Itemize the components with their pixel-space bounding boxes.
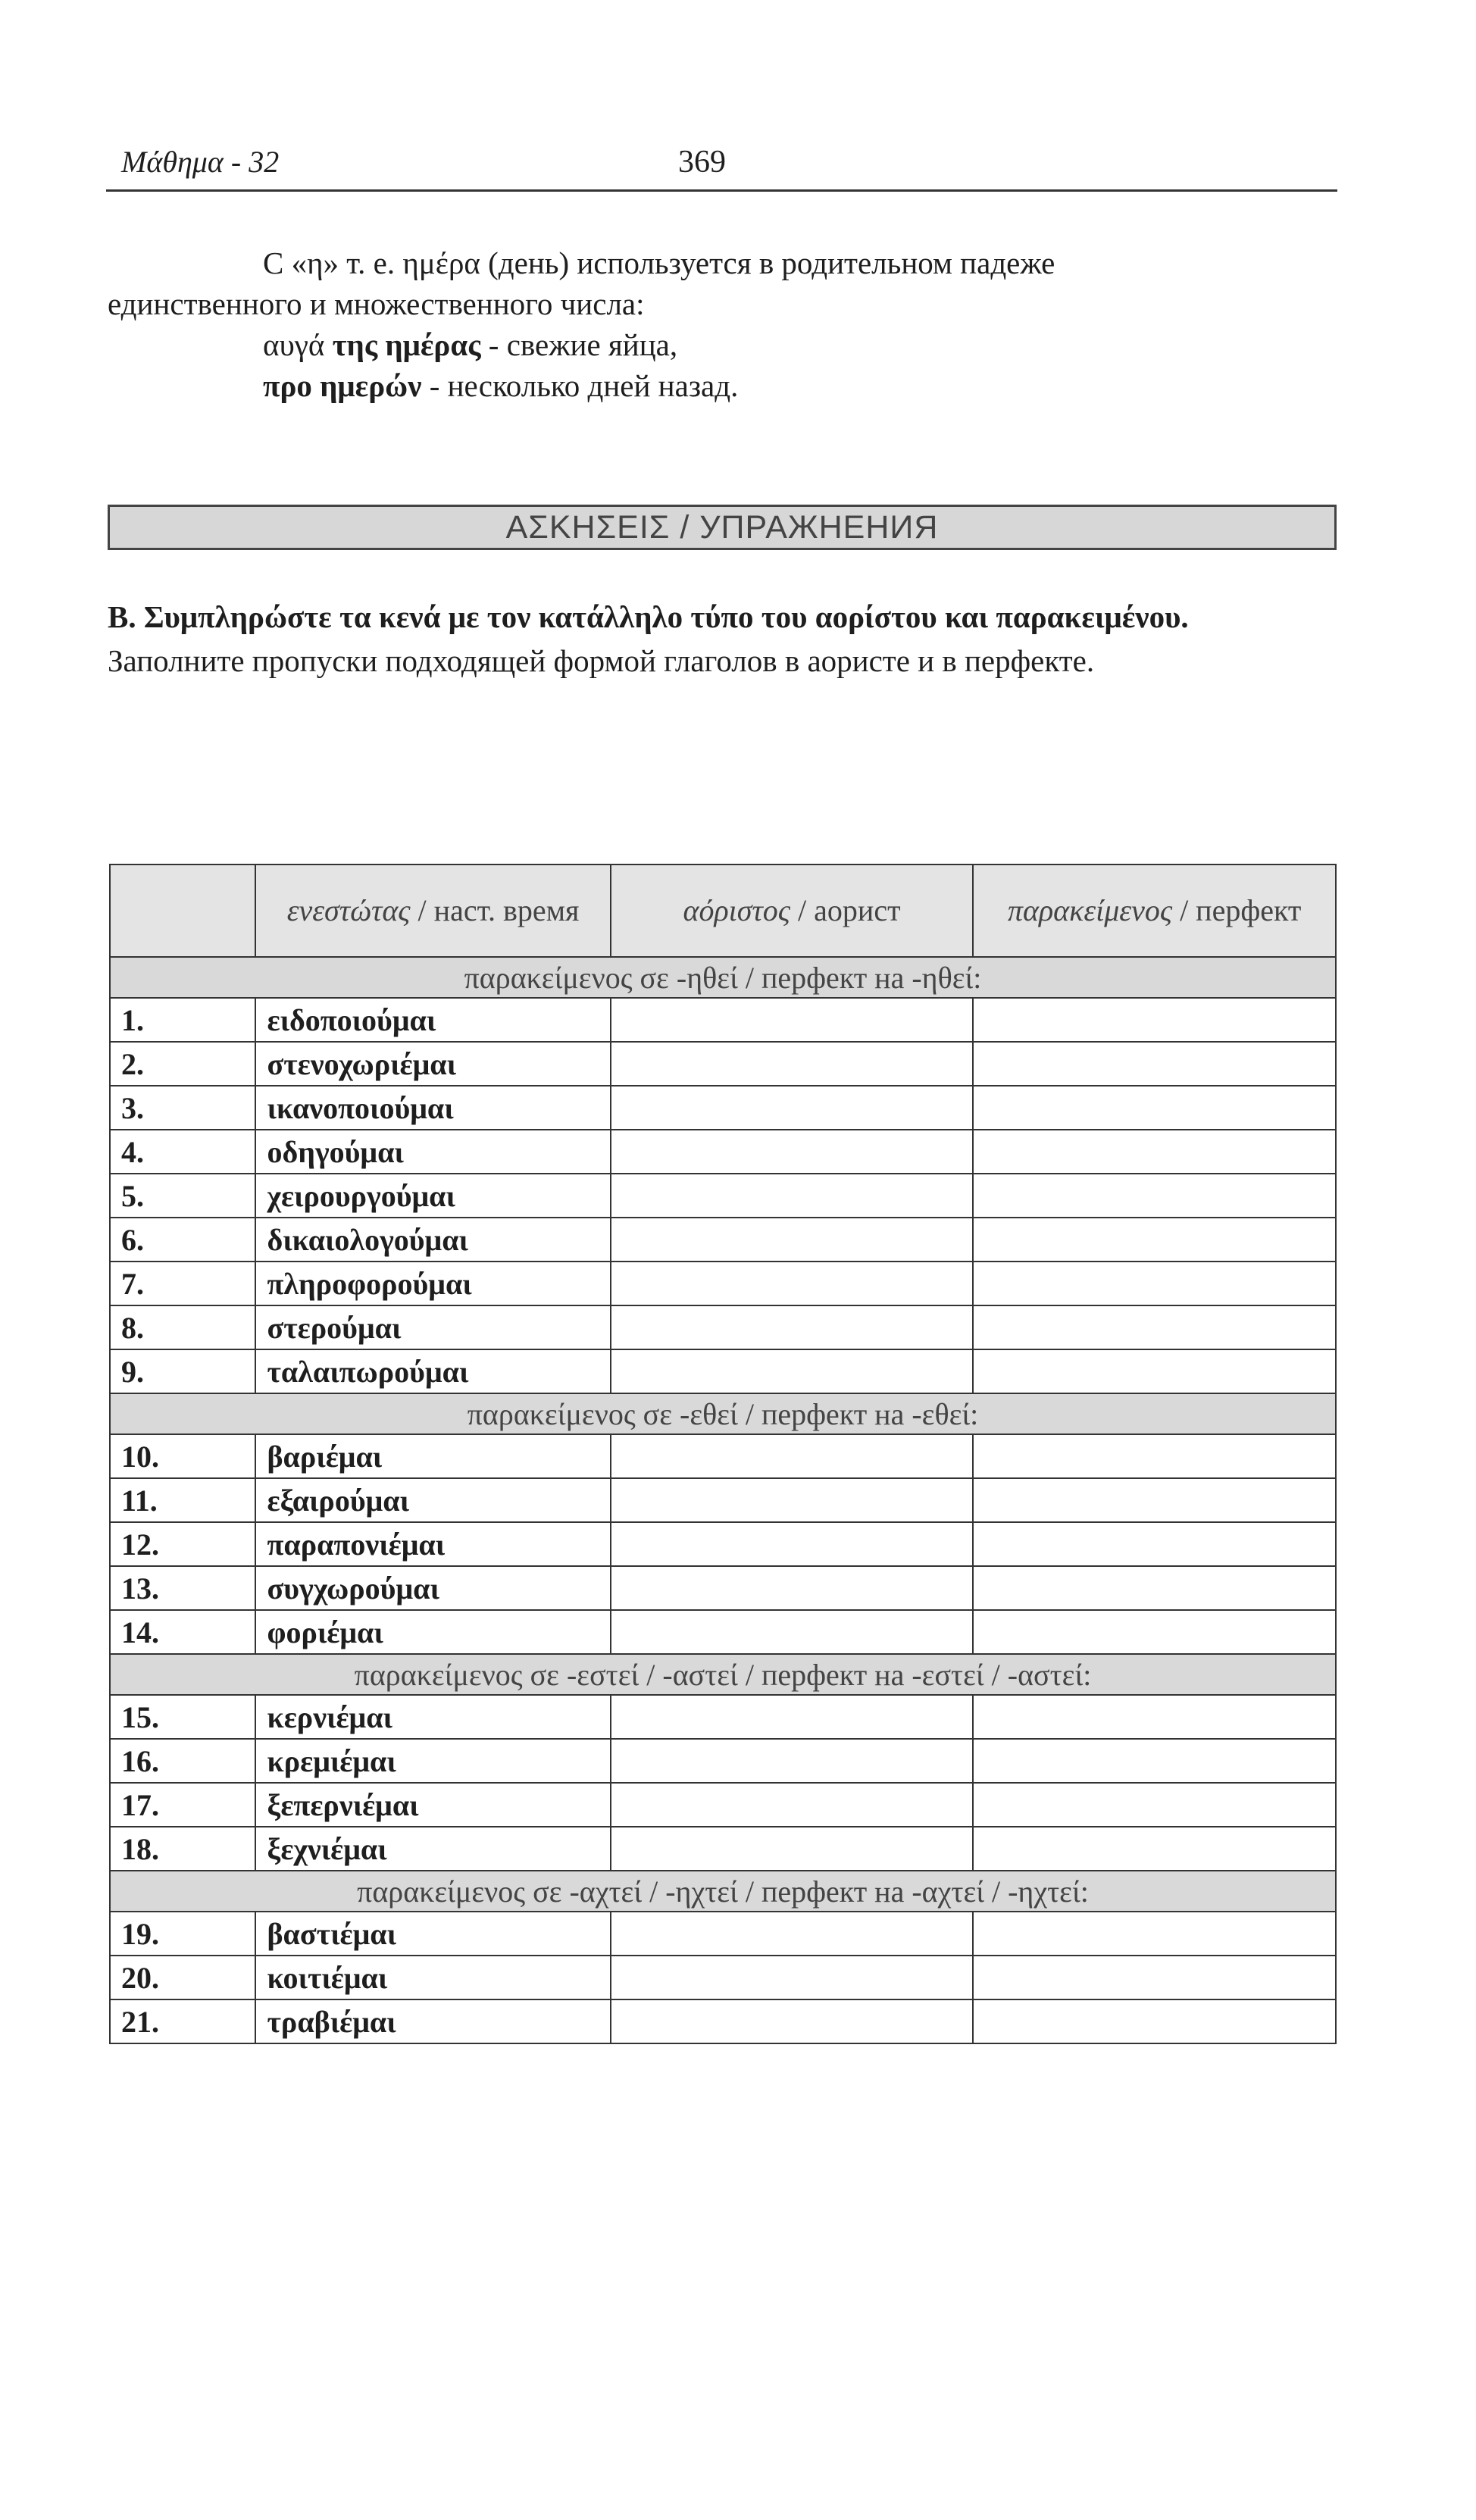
row-number: 13. [110, 1566, 255, 1610]
perfect-blank [973, 1783, 1336, 1827]
header-present-greek: ενεστώτας [286, 893, 411, 927]
perfect-blank [973, 1174, 1336, 1218]
task-title: Β. Συμπληρώστε τα κενά με τον κατάλληλο τύπο του αορίστου και παρακειμένου. [108, 599, 1189, 634]
row-number: 10. [110, 1434, 255, 1478]
task-instruction: Заполните пропуски подходящей формой глаголов в аористе и в перфекте. [108, 643, 1095, 678]
aorist-blank [611, 1783, 974, 1827]
perfect-blank [973, 1042, 1336, 1086]
perfect-blank [973, 1478, 1336, 1522]
row-number: 9. [110, 1349, 255, 1393]
row-number: 12. [110, 1522, 255, 1566]
aorist-blank [611, 1610, 974, 1654]
present-verb: ειδοποιούμαι [255, 998, 610, 1042]
exercise-table [109, 864, 1337, 2044]
example-1-greek-bold: της ημέρας [332, 327, 481, 362]
section-title: παρακείμενος σε -εστεί / -αστεί / перфект на -εστεί / -αστεί: [110, 1654, 1336, 1695]
perfect-blank [973, 1695, 1336, 1739]
table-row [110, 1827, 1336, 1871]
perfect-blank [973, 1522, 1336, 1566]
row-number: 5. [110, 1174, 255, 1218]
example-2 [263, 365, 1335, 406]
header-present [255, 864, 610, 957]
section-title: παρακείμενος σε -εθεί / перфект на -εθεί: [110, 1393, 1336, 1434]
aorist-blank [611, 1262, 974, 1305]
page-number: 369 [678, 145, 726, 180]
table-header-row [110, 864, 1336, 957]
section-header-row [110, 1654, 1336, 1695]
header-aorist [611, 864, 974, 957]
header-present-ru: / наст. время [410, 893, 580, 927]
header-perfect-ru: / перфект [1172, 893, 1302, 927]
table-row [110, 1174, 1336, 1218]
example-1-greek: αυγά [263, 327, 333, 362]
header-number-cell [110, 864, 255, 957]
table-row [110, 1086, 1336, 1130]
aorist-blank [611, 1174, 974, 1218]
row-number: 1. [110, 998, 255, 1042]
table-row [110, 1218, 1336, 1262]
row-number: 15. [110, 1695, 255, 1739]
table-row [110, 1566, 1336, 1610]
aorist-blank [611, 1999, 974, 2043]
aorist-blank [611, 1218, 974, 1262]
table-row [110, 1305, 1336, 1349]
section-title: παρακείμενος σε -αχτεί / -ηχτεί / перфект на -αχτεί / -ηχτεί: [110, 1871, 1336, 1912]
perfect-blank [973, 998, 1336, 1042]
example-1-translation: - свежие яйца, [480, 327, 678, 362]
section-header-row [110, 1393, 1336, 1434]
header-aorist-greek: αόριστος [683, 893, 791, 927]
intro-line-2: единственного и множественного числа: [108, 286, 645, 321]
row-number: 17. [110, 1783, 255, 1827]
example-1 [263, 324, 1335, 365]
example-2-greek-bold: προ ημερών [263, 368, 422, 403]
table-row [110, 1042, 1336, 1086]
perfect-blank [973, 1827, 1336, 1871]
section-header-row [110, 957, 1336, 998]
row-number: 8. [110, 1305, 255, 1349]
perfect-blank [973, 1610, 1336, 1654]
aorist-blank [611, 1695, 974, 1739]
perfect-blank [973, 1086, 1336, 1130]
aorist-blank [611, 1042, 974, 1086]
present-verb: δικαιολογούμαι [255, 1218, 610, 1262]
present-verb: συγχωρούμαι [255, 1566, 610, 1610]
present-verb: οδηγούμαι [255, 1130, 610, 1174]
present-verb: βαριέμαι [255, 1434, 610, 1478]
row-number: 20. [110, 1956, 255, 1999]
perfect-blank [973, 1349, 1336, 1393]
perfect-blank [973, 1739, 1336, 1783]
row-number: 6. [110, 1218, 255, 1262]
table-row [110, 1695, 1336, 1739]
aorist-blank [611, 1739, 974, 1783]
header-perfect-greek: παρακείμενος [1007, 893, 1173, 927]
section-title: παρακείμενος σε -ηθεί / перфект на -ηθεί: [110, 957, 1336, 998]
perfect-blank [973, 1130, 1336, 1174]
row-number: 21. [110, 1999, 255, 2043]
table-row [110, 1262, 1336, 1305]
row-number: 19. [110, 1912, 255, 1956]
header-aorist-ru: / аорист [790, 893, 901, 927]
table-row [110, 1478, 1336, 1522]
present-verb: κερνιέμαι [255, 1695, 610, 1739]
perfect-blank [973, 1434, 1336, 1478]
present-verb: στενοχωριέμαι [255, 1042, 610, 1086]
row-number: 18. [110, 1827, 255, 1871]
table-row [110, 1610, 1336, 1654]
present-verb: κρεμιέμαι [255, 1739, 610, 1783]
exercises-banner: ΑΣΚΗΣΕΙΣ / УПРАЖНЕНИЯ [108, 505, 1337, 550]
table-row [110, 1956, 1336, 1999]
present-verb: στερούμαι [255, 1305, 610, 1349]
perfect-blank [973, 1999, 1336, 2043]
row-number: 16. [110, 1739, 255, 1783]
table-row [110, 1522, 1336, 1566]
present-verb: φοριέμαι [255, 1610, 610, 1654]
exercise-task [108, 595, 1335, 683]
aorist-blank [611, 1827, 974, 1871]
row-number: 11. [110, 1478, 255, 1522]
intro-text [108, 242, 1335, 406]
row-number: 4. [110, 1130, 255, 1174]
aorist-blank [611, 1349, 974, 1393]
present-verb: ξεχνιέμαι [255, 1827, 610, 1871]
perfect-blank [973, 1218, 1336, 1262]
aorist-blank [611, 1566, 974, 1610]
row-number: 3. [110, 1086, 255, 1130]
present-verb: ξεπερνιέμαι [255, 1783, 610, 1827]
present-verb: βαστιέμαι [255, 1912, 610, 1956]
table-row [110, 1130, 1336, 1174]
table-row [110, 1349, 1336, 1393]
present-verb: πληροφορούμαι [255, 1262, 610, 1305]
aorist-blank [611, 1956, 974, 1999]
table-row [110, 1739, 1336, 1783]
present-verb: παραπονιέμαι [255, 1522, 610, 1566]
row-number: 14. [110, 1610, 255, 1654]
example-2-translation: - несколько дней назад. [421, 368, 739, 403]
perfect-blank [973, 1262, 1336, 1305]
intro-line-1: С «η» т. е. ημέρα (день) используется в родительном падеже [263, 245, 1055, 280]
present-verb: τραβιέμαι [255, 1999, 610, 2043]
lesson-label: Μάθημα - 32 [121, 145, 280, 179]
present-verb: κοιτιέμαι [255, 1956, 610, 1999]
section-header-row [110, 1871, 1336, 1912]
header-perfect [973, 864, 1336, 957]
aorist-blank [611, 1478, 974, 1522]
present-verb: ικανοποιούμαι [255, 1086, 610, 1130]
perfect-blank [973, 1566, 1336, 1610]
page-header [106, 144, 1337, 192]
aorist-blank [611, 1522, 974, 1566]
present-verb: ταλαιπωρούμαι [255, 1349, 610, 1393]
aorist-blank [611, 998, 974, 1042]
aorist-blank [611, 1086, 974, 1130]
present-verb: εξαιρούμαι [255, 1478, 610, 1522]
aorist-blank [611, 1912, 974, 1956]
row-number: 7. [110, 1262, 255, 1305]
table-row [110, 1434, 1336, 1478]
aorist-blank [611, 1305, 974, 1349]
table-row [110, 1783, 1336, 1827]
aorist-blank [611, 1130, 974, 1174]
present-verb: χειρουργούμαι [255, 1174, 610, 1218]
perfect-blank [973, 1912, 1336, 1956]
table-row [110, 1912, 1336, 1956]
aorist-blank [611, 1434, 974, 1478]
perfect-blank [973, 1305, 1336, 1349]
row-number: 2. [110, 1042, 255, 1086]
table-row [110, 1999, 1336, 2043]
perfect-blank [973, 1956, 1336, 1999]
table-row [110, 998, 1336, 1042]
